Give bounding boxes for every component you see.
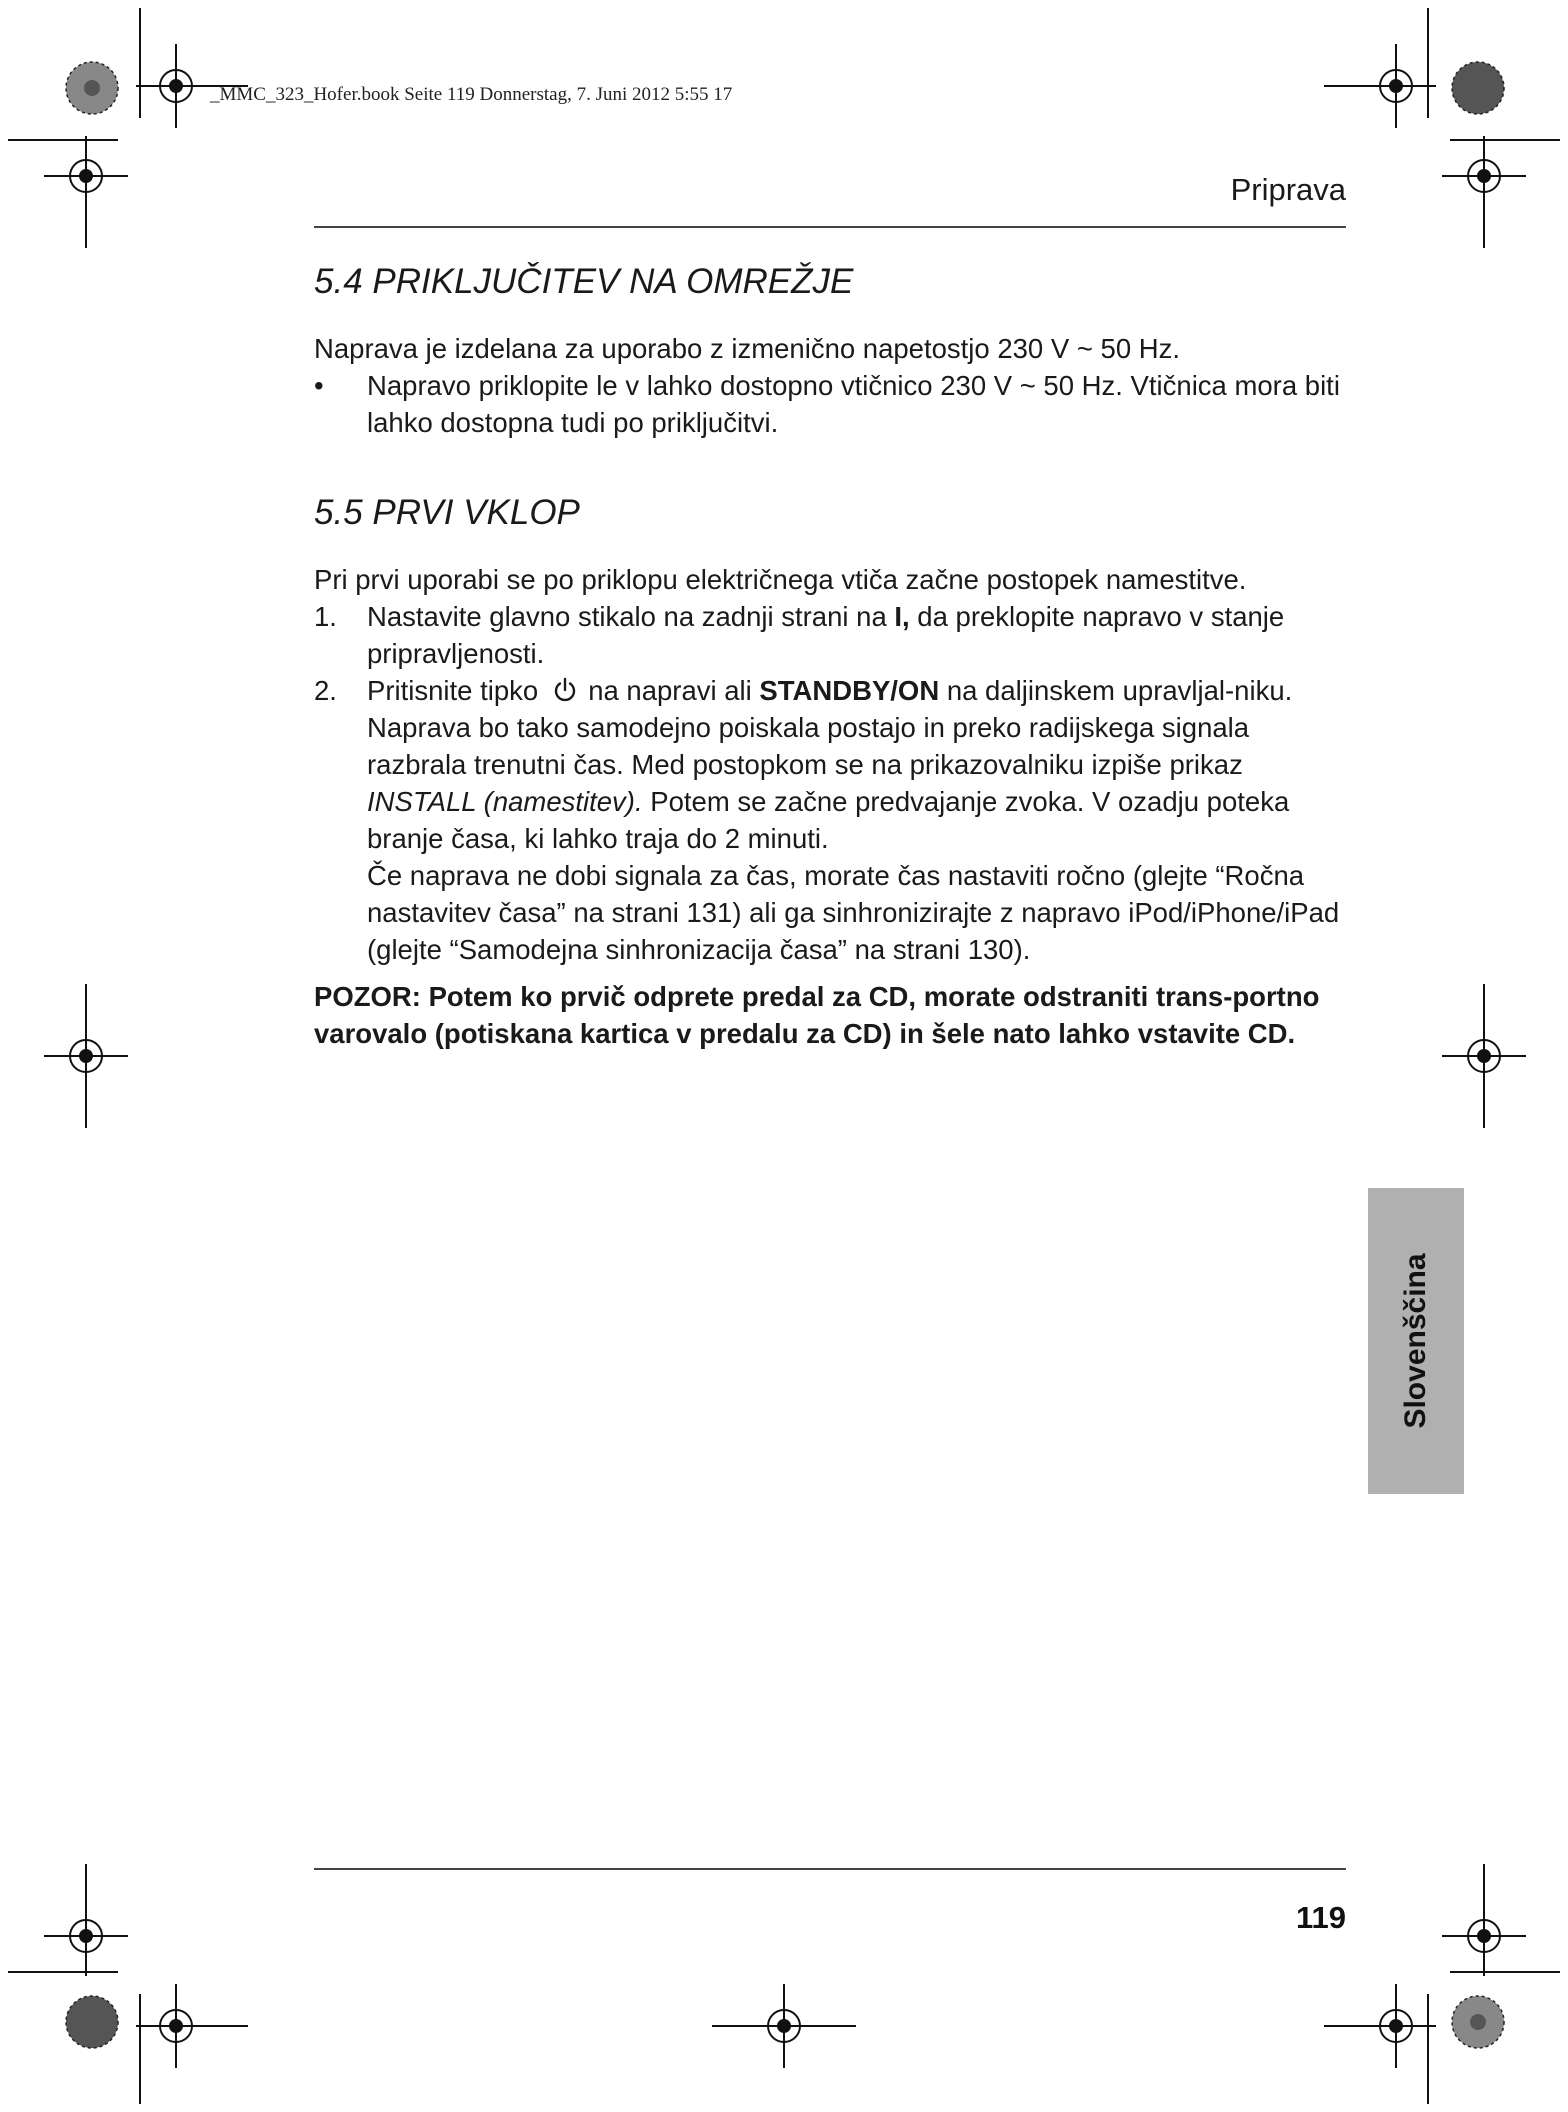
- step-2-text-a: Pritisnite tipko: [367, 675, 539, 706]
- footer-rule: [314, 1868, 1346, 1870]
- bullet-item: [314, 367, 1354, 441]
- power-icon: [552, 675, 578, 701]
- section-title-5-5: 5.5 PRVI VKLOP: [314, 493, 580, 532]
- page-number: 119: [1295, 1900, 1346, 1935]
- step-2-text-b: na napravi ali: [588, 675, 760, 706]
- header-rule: [314, 226, 1346, 228]
- running-head: Priprava: [1230, 172, 1346, 207]
- step-2-text-c: na daljinskem upravljal-niku. Naprava bo tako samodejno poiskala postajo in preko radijskega signala razbrala trenutni čas. Med postopkom se na prikazovalniku izpiše prikaz: [367, 675, 1293, 780]
- page-content: [314, 256, 1354, 1052]
- step-1-text-a: Nastavite glavno stikalo na zadnji strani na: [367, 601, 895, 632]
- step-2-text-d: Potem se začne predvajanje zvoka. V ozadju poteka branje časa, ki lahko traja do 2 minuti.: [367, 786, 1290, 854]
- step-1-marker: 1.: [314, 601, 337, 632]
- section-5-4-intro: Naprava je izdelana za uporabo z izmenično napetostjo 230 V ~ 50 Hz.: [314, 333, 1181, 364]
- print-header: _MMC_323_Hofer.book Seite 119 Donnerstag, 7. Juni 2012 5:55 17: [210, 84, 733, 105]
- step-2-note: Če naprava ne dobi signala za čas, morate čas nastaviti ročno (glejte “Ročna nastavitev časa” na strani 131) ali ga sinhronizirajte z napravo iPod/iPhone/iPad (glejte “Samodejna sinhronizacija časa” na strani 130).: [367, 860, 1340, 965]
- language-tab-label: Slovenščina: [1399, 1253, 1432, 1429]
- step-1-text-b: da preklopite napravo v stanje pripravljenosti.: [367, 601, 1285, 669]
- install-label: INSTALL (namestitev).: [367, 786, 643, 817]
- step-1-bold: I,: [894, 601, 910, 632]
- language-tab: [1368, 1188, 1464, 1494]
- step-1: [314, 598, 1354, 672]
- bullet-text: Napravo priklopite le v lahko dostopno vtičnico 230 V ~ 50 Hz. Vtičnica mora biti lahko dostopna tudi po priključitvi.: [367, 370, 1340, 438]
- step-2-marker: 2.: [314, 675, 337, 706]
- warning-text: POZOR: Potem ko prvič odprete predal za CD, morate odstraniti trans-portno varovalo (potiskana kartica v predalu za CD) in šele nato lahko vstavite CD.: [314, 981, 1320, 1049]
- standby-on-label: STANDBY/ON: [759, 675, 940, 706]
- step-2: [314, 672, 1354, 968]
- section-title-5-4: 5.4 PRIKLJUČITEV NA OMREŽJE: [314, 262, 854, 301]
- section-5-5-intro: Pri prvi uporabi se po priklopu električnega vtiča začne postopek namestitve.: [314, 564, 1247, 595]
- bullet-marker: •: [314, 370, 324, 401]
